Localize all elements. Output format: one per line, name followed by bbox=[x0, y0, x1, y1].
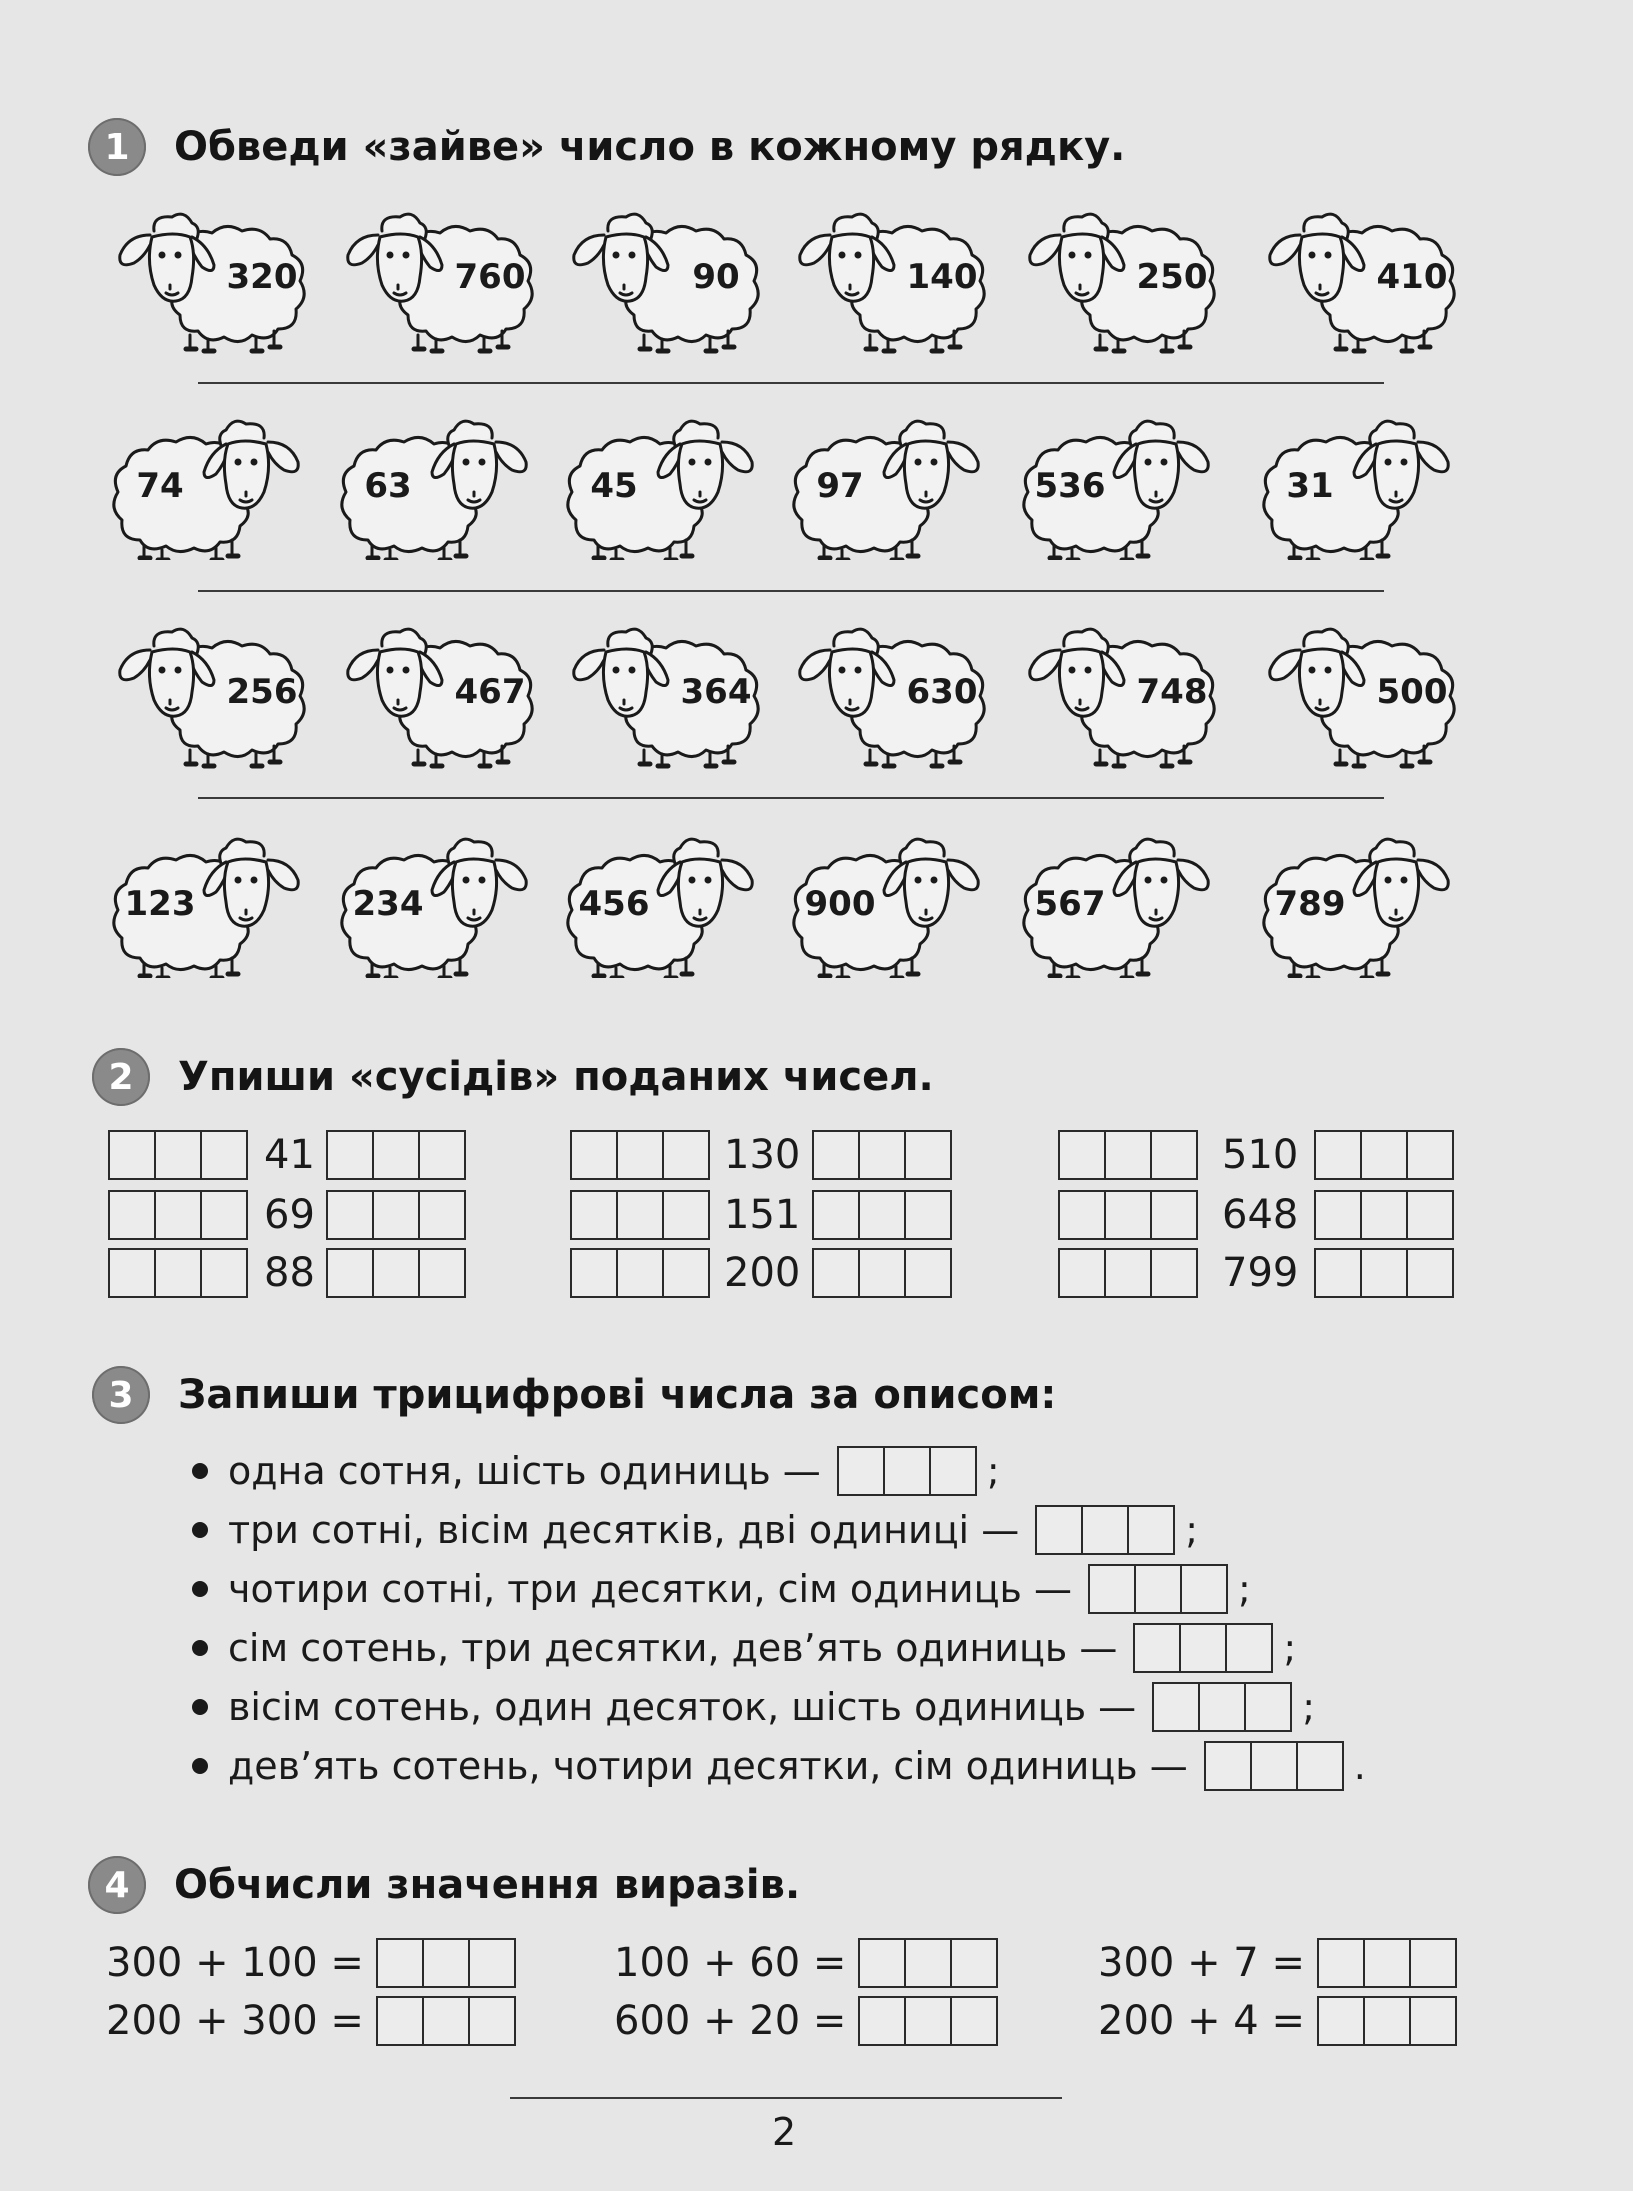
task2-title: Упиши «сусідів» поданих чисел. bbox=[178, 1054, 934, 1100]
sheep-number: 320 bbox=[226, 257, 298, 297]
digit-box[interactable] bbox=[328, 1192, 372, 1238]
digit-box[interactable] bbox=[154, 1192, 200, 1238]
digit-box[interactable] bbox=[839, 1448, 883, 1494]
sheep-number-option[interactable] bbox=[332, 205, 542, 355]
digit-box[interactable] bbox=[418, 1250, 464, 1296]
description-text: вісім сотень, один десяток, шість одиниць — bbox=[228, 1685, 1137, 1729]
bullet-icon bbox=[192, 1581, 208, 1597]
digit-box[interactable] bbox=[110, 1250, 154, 1296]
expression-text: 300 + 7 = bbox=[1098, 1940, 1305, 1986]
digit-box[interactable] bbox=[1104, 1192, 1150, 1238]
task4-number-badge: 4 bbox=[88, 1856, 146, 1914]
sheep-number: 467 bbox=[454, 672, 526, 712]
task3-title: Запиши трицифрові числа за описом: bbox=[178, 1372, 1057, 1418]
digit-box[interactable] bbox=[662, 1132, 708, 1178]
digit-box[interactable] bbox=[572, 1192, 616, 1238]
digit-box[interactable] bbox=[616, 1132, 662, 1178]
digit-box[interactable] bbox=[328, 1132, 372, 1178]
sheep-number: 234 bbox=[352, 884, 424, 924]
description-text: сім сотень, три десятки, дев’ять одиниць — bbox=[228, 1626, 1118, 1670]
digit-box[interactable] bbox=[154, 1250, 200, 1296]
expression-text: 200 + 4 = bbox=[1098, 1998, 1305, 2044]
sheep-number-option[interactable] bbox=[332, 828, 542, 978]
row-divider bbox=[198, 797, 1384, 799]
digit-box[interactable] bbox=[814, 1132, 858, 1178]
description-end-punct: ; bbox=[1283, 1626, 1297, 1670]
given-number: 151 bbox=[724, 1192, 801, 1238]
sheep-number-option[interactable] bbox=[104, 410, 314, 560]
description-item bbox=[192, 1741, 1366, 1791]
digit-box[interactable] bbox=[1225, 1625, 1271, 1671]
successor-boxes[interactable] bbox=[812, 1190, 952, 1240]
digit-box[interactable] bbox=[1060, 1132, 1104, 1178]
successor-boxes[interactable] bbox=[812, 1248, 952, 1298]
digit-box[interactable] bbox=[860, 1998, 904, 2044]
predecessor-boxes[interactable] bbox=[570, 1248, 710, 1298]
result-boxes[interactable] bbox=[1317, 1938, 1457, 1988]
successor-boxes[interactable] bbox=[1314, 1190, 1454, 1240]
description-item bbox=[192, 1505, 1198, 1555]
digit-box[interactable] bbox=[1104, 1250, 1150, 1296]
description-end-punct: . bbox=[1353, 1744, 1366, 1788]
given-number: 200 bbox=[724, 1250, 801, 1296]
digit-box[interactable] bbox=[1154, 1684, 1198, 1730]
predecessor-boxes[interactable] bbox=[570, 1190, 710, 1240]
digit-box[interactable] bbox=[468, 1940, 514, 1986]
digit-box[interactable] bbox=[1319, 1940, 1363, 1986]
answer-boxes[interactable] bbox=[1152, 1682, 1292, 1732]
description-end-punct: ; bbox=[1237, 1567, 1251, 1611]
digit-box[interactable] bbox=[1198, 1684, 1244, 1730]
digit-box[interactable] bbox=[422, 1998, 468, 2044]
sheep-number-option[interactable] bbox=[104, 620, 314, 770]
sheep-number-option[interactable] bbox=[332, 620, 542, 770]
expression-text: 600 + 20 = bbox=[614, 1998, 847, 2044]
description-text: три сотні, вісім десятків, дві одиниці — bbox=[228, 1508, 1020, 1552]
given-number: 510 bbox=[1222, 1132, 1299, 1178]
successor-boxes[interactable] bbox=[1314, 1248, 1454, 1298]
digit-box[interactable] bbox=[814, 1250, 858, 1296]
digit-box[interactable] bbox=[1409, 1940, 1455, 1986]
digit-box[interactable] bbox=[1316, 1132, 1360, 1178]
sheep-number: 123 bbox=[124, 884, 196, 924]
digit-box[interactable] bbox=[904, 1192, 950, 1238]
predecessor-boxes[interactable] bbox=[108, 1248, 248, 1298]
given-number: 88 bbox=[264, 1250, 315, 1296]
digit-box[interactable] bbox=[1206, 1743, 1250, 1789]
successor-boxes[interactable] bbox=[812, 1130, 952, 1180]
sheep-number: 74 bbox=[136, 466, 184, 506]
digit-box[interactable] bbox=[1319, 1998, 1363, 2044]
digit-box[interactable] bbox=[1180, 1566, 1226, 1612]
successor-boxes[interactable] bbox=[326, 1190, 466, 1240]
bullet-icon bbox=[192, 1758, 208, 1774]
result-boxes[interactable] bbox=[858, 1938, 998, 1988]
sheep-number: 536 bbox=[1034, 466, 1106, 506]
given-number: 41 bbox=[264, 1132, 315, 1178]
digit-box[interactable] bbox=[572, 1132, 616, 1178]
description-item bbox=[192, 1682, 1315, 1732]
footer-divider bbox=[510, 2097, 1062, 2099]
digit-box[interactable] bbox=[200, 1250, 246, 1296]
digit-box[interactable] bbox=[1360, 1192, 1406, 1238]
sheep-number: 567 bbox=[1034, 884, 1106, 924]
sheep-number: 256 bbox=[226, 672, 298, 712]
digit-box[interactable] bbox=[200, 1132, 246, 1178]
sheep-number: 789 bbox=[1274, 884, 1346, 924]
digit-box[interactable] bbox=[1060, 1192, 1104, 1238]
answer-boxes[interactable] bbox=[837, 1446, 977, 1496]
result-boxes[interactable] bbox=[376, 1938, 516, 1988]
sheep-number: 250 bbox=[1136, 257, 1208, 297]
sheep-number: 410 bbox=[1376, 257, 1448, 297]
digit-box[interactable] bbox=[858, 1192, 904, 1238]
expression-text: 100 + 60 = bbox=[614, 1940, 847, 1986]
digit-box[interactable] bbox=[1363, 1998, 1409, 2044]
digit-box[interactable] bbox=[929, 1448, 975, 1494]
answer-boxes[interactable] bbox=[1088, 1564, 1228, 1614]
given-number: 648 bbox=[1222, 1192, 1299, 1238]
digit-box[interactable] bbox=[1406, 1132, 1452, 1178]
predecessor-boxes[interactable] bbox=[108, 1130, 248, 1180]
description-end-punct: ; bbox=[986, 1449, 1000, 1493]
digit-box[interactable] bbox=[950, 1998, 996, 2044]
digit-box[interactable] bbox=[200, 1192, 246, 1238]
digit-box[interactable] bbox=[110, 1132, 154, 1178]
sheep-number-option[interactable] bbox=[1014, 828, 1224, 978]
digit-box[interactable] bbox=[904, 1998, 950, 2044]
digit-box[interactable] bbox=[1409, 1998, 1455, 2044]
expression bbox=[106, 1938, 516, 1988]
digit-box[interactable] bbox=[883, 1448, 929, 1494]
digit-box[interactable] bbox=[858, 1132, 904, 1178]
digit-box[interactable] bbox=[1081, 1507, 1127, 1553]
predecessor-boxes[interactable] bbox=[1058, 1130, 1198, 1180]
answer-boxes[interactable] bbox=[1035, 1505, 1175, 1555]
sheep-number: 63 bbox=[364, 466, 412, 506]
digit-box[interactable] bbox=[1060, 1250, 1104, 1296]
sheep-number: 456 bbox=[578, 884, 650, 924]
row-divider bbox=[198, 382, 1384, 384]
sheep-number-option[interactable] bbox=[1014, 410, 1224, 560]
digit-box[interactable] bbox=[1406, 1250, 1452, 1296]
digit-box[interactable] bbox=[372, 1132, 418, 1178]
sheep-number-option[interactable] bbox=[784, 620, 994, 770]
sheep-number-option[interactable] bbox=[1254, 828, 1464, 978]
digit-box[interactable] bbox=[468, 1998, 514, 2044]
sheep-number: 45 bbox=[590, 466, 638, 506]
digit-box[interactable] bbox=[1244, 1684, 1290, 1730]
digit-box[interactable] bbox=[860, 1940, 904, 1986]
sheep-number: 630 bbox=[906, 672, 978, 712]
description-end-punct: ; bbox=[1302, 1685, 1315, 1729]
sheep-number: 500 bbox=[1376, 672, 1448, 712]
row-divider bbox=[198, 590, 1384, 592]
expression-text: 200 + 300 = bbox=[106, 1998, 364, 2044]
digit-box[interactable] bbox=[1104, 1132, 1150, 1178]
result-boxes[interactable] bbox=[1317, 1996, 1457, 2046]
predecessor-boxes[interactable] bbox=[108, 1190, 248, 1240]
digit-box[interactable] bbox=[616, 1250, 662, 1296]
sheep-number-option[interactable] bbox=[1014, 205, 1224, 355]
sheep-number-option[interactable] bbox=[1254, 205, 1464, 355]
digit-box[interactable] bbox=[378, 1940, 422, 1986]
digit-box[interactable] bbox=[572, 1250, 616, 1296]
successor-boxes[interactable] bbox=[326, 1130, 466, 1180]
digit-box[interactable] bbox=[422, 1940, 468, 1986]
given-number: 799 bbox=[1222, 1250, 1299, 1296]
digit-box[interactable] bbox=[1363, 1940, 1409, 1986]
sheep-number-option[interactable] bbox=[1014, 620, 1224, 770]
expression bbox=[614, 1938, 998, 1988]
sheep-number: 90 bbox=[692, 257, 740, 297]
sheep-number-option[interactable] bbox=[104, 205, 314, 355]
task2-header bbox=[92, 1048, 934, 1106]
description-text: одна сотня, шість одиниць — bbox=[228, 1449, 821, 1493]
sheep-number: 900 bbox=[804, 884, 876, 924]
given-number: 69 bbox=[264, 1192, 315, 1238]
digit-box[interactable] bbox=[904, 1250, 950, 1296]
sheep-number: 364 bbox=[680, 672, 752, 712]
digit-box[interactable] bbox=[904, 1132, 950, 1178]
digit-box[interactable] bbox=[1037, 1507, 1081, 1553]
task3-header bbox=[92, 1366, 1056, 1424]
digit-box[interactable] bbox=[1135, 1625, 1179, 1671]
sheep-number-option[interactable] bbox=[1254, 410, 1464, 560]
digit-box[interactable] bbox=[418, 1132, 464, 1178]
predecessor-boxes[interactable] bbox=[570, 1130, 710, 1180]
sheep-number: 140 bbox=[906, 257, 978, 297]
digit-box[interactable] bbox=[1134, 1566, 1180, 1612]
digit-box[interactable] bbox=[662, 1192, 708, 1238]
bullet-icon bbox=[192, 1640, 208, 1656]
expression-text: 300 + 100 = bbox=[106, 1940, 364, 1986]
digit-box[interactable] bbox=[1250, 1743, 1296, 1789]
task4-header bbox=[88, 1856, 800, 1914]
digit-box[interactable] bbox=[1406, 1192, 1452, 1238]
digit-box[interactable] bbox=[1360, 1132, 1406, 1178]
successor-boxes[interactable] bbox=[1314, 1130, 1454, 1180]
digit-box[interactable] bbox=[1150, 1250, 1196, 1296]
given-number: 130 bbox=[724, 1132, 801, 1178]
sheep-number-option[interactable] bbox=[558, 205, 768, 355]
digit-box[interactable] bbox=[110, 1192, 154, 1238]
description-item bbox=[192, 1564, 1251, 1614]
result-boxes[interactable] bbox=[858, 1996, 998, 2046]
answer-boxes[interactable] bbox=[1204, 1741, 1344, 1791]
digit-box[interactable] bbox=[1090, 1566, 1134, 1612]
sheep-number-option[interactable] bbox=[558, 410, 768, 560]
digit-box[interactable] bbox=[1360, 1250, 1406, 1296]
task1-header bbox=[88, 118, 1125, 176]
bullet-icon bbox=[192, 1463, 208, 1479]
digit-box[interactable] bbox=[1150, 1192, 1196, 1238]
expression bbox=[1098, 1996, 1457, 2046]
digit-box[interactable] bbox=[950, 1940, 996, 1986]
task1-title: Обведи «зайве» число в кожному рядку. bbox=[174, 124, 1126, 170]
digit-box[interactable] bbox=[372, 1250, 418, 1296]
task3-number-badge: 3 bbox=[92, 1366, 150, 1424]
task4-title: Обчисли значення виразів. bbox=[174, 1862, 801, 1908]
digit-box[interactable] bbox=[328, 1250, 372, 1296]
digit-box[interactable] bbox=[378, 1998, 422, 2044]
description-end-punct: ; bbox=[1185, 1508, 1199, 1552]
task1-number-badge: 1 bbox=[88, 118, 146, 176]
sheep-number: 97 bbox=[816, 466, 864, 506]
answer-boxes[interactable] bbox=[1133, 1623, 1273, 1673]
digit-box[interactable] bbox=[418, 1192, 464, 1238]
sheep-number-option[interactable] bbox=[558, 620, 768, 770]
sheep-number: 31 bbox=[1286, 466, 1334, 506]
sheep-number-option[interactable] bbox=[784, 410, 994, 560]
digit-box[interactable] bbox=[1179, 1625, 1225, 1671]
bullet-icon bbox=[192, 1522, 208, 1538]
digit-box[interactable] bbox=[858, 1250, 904, 1296]
description-text: дев’ять сотень, чотири десятки, сім одиниць — bbox=[228, 1744, 1188, 1788]
digit-box[interactable] bbox=[154, 1132, 200, 1178]
expression bbox=[614, 1996, 998, 2046]
page-number: 2 bbox=[772, 2110, 797, 2154]
digit-box[interactable] bbox=[662, 1250, 708, 1296]
digit-box[interactable] bbox=[1316, 1250, 1360, 1296]
sheep-number-option[interactable] bbox=[1254, 620, 1464, 770]
digit-box[interactable] bbox=[1316, 1192, 1360, 1238]
description-text: чотири сотні, три десятки, сім одиниць — bbox=[228, 1567, 1072, 1611]
expression bbox=[106, 1996, 516, 2046]
description-item bbox=[192, 1446, 1000, 1496]
digit-box[interactable] bbox=[904, 1940, 950, 1986]
sheep-number-option[interactable] bbox=[558, 828, 768, 978]
sheep-number-option[interactable] bbox=[104, 828, 314, 978]
expression bbox=[1098, 1938, 1457, 1988]
bullet-icon bbox=[192, 1699, 208, 1715]
predecessor-boxes[interactable] bbox=[1058, 1190, 1198, 1240]
sheep-number: 760 bbox=[454, 257, 526, 297]
digit-box[interactable] bbox=[372, 1192, 418, 1238]
digit-box[interactable] bbox=[1127, 1507, 1173, 1553]
digit-box[interactable] bbox=[1296, 1743, 1342, 1789]
digit-box[interactable] bbox=[616, 1192, 662, 1238]
sheep-number: 748 bbox=[1136, 672, 1208, 712]
sheep-number-option[interactable] bbox=[784, 205, 994, 355]
digit-box[interactable] bbox=[814, 1192, 858, 1238]
successor-boxes[interactable] bbox=[326, 1248, 466, 1298]
sheep-number-option[interactable] bbox=[784, 828, 994, 978]
sheep-number-option[interactable] bbox=[332, 410, 542, 560]
digit-box[interactable] bbox=[1150, 1132, 1196, 1178]
task2-number-badge: 2 bbox=[92, 1048, 150, 1106]
predecessor-boxes[interactable] bbox=[1058, 1248, 1198, 1298]
description-item bbox=[192, 1623, 1296, 1673]
result-boxes[interactable] bbox=[376, 1996, 516, 2046]
